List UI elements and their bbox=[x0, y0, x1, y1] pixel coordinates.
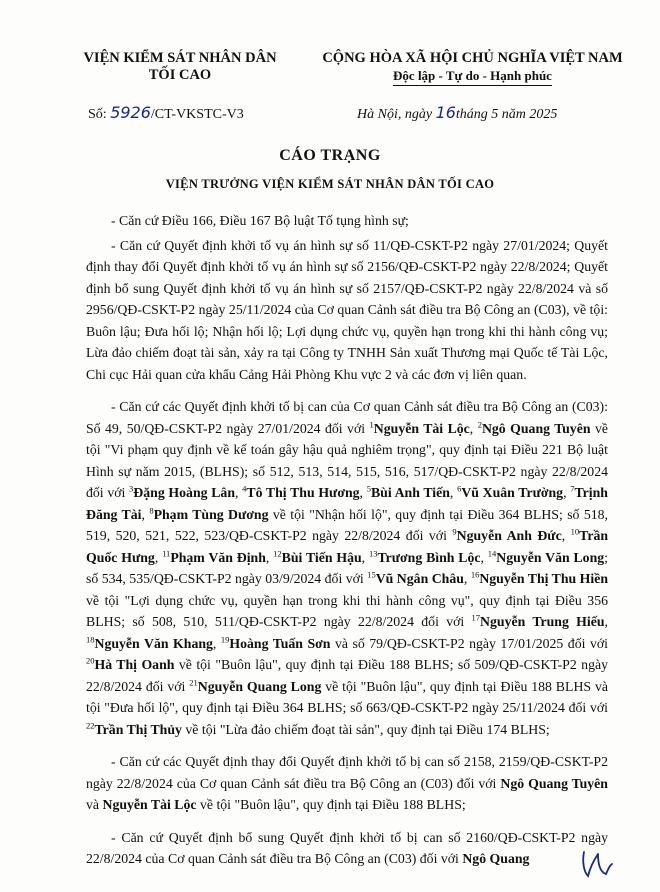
paragraph: - Căn cứ Quyết định khởi tố vụ án hình sự số 11/QĐ-CSKT-P2 ngày 27/01/2024; Quyết định thay đổi Quyết định khởi tố vụ án hình sự số 2156/QĐ-CSKT-P2 ngày 22/8/2024; Quyết định bổ sung Quyết định khởi tố vụ án hình sự số 2157/QĐ-CSKT-P2 ngày 22/8/2024 và số 2956/QĐ-CSKT-P2 ngày 25/11/2024 của Cơ quan Cảnh sát điều tra Bộ Công an (C03), về tội: Buôn lậu; Đưa hối lộ; Nhận hối lộ; Lợi dụng chức vụ, quyền hạn trong khi thi hành công vụ; Lừa đảo chiếm đoạt tài sản, xảy ra tại Công ty TNHH Sản xuất Thương mại Quốc tế Tài Lộc, Chi cục Hải quan cửa khẩu Cảng Hải Phòng Khu vực 2 và các đơn vị liên quan. bbox=[86, 237, 608, 382]
national-motto: Độc lập - Tự do - Hạnh phúc bbox=[393, 67, 552, 86]
defendant-name: Nguyễn Anh Đức bbox=[456, 528, 562, 543]
document-subtitle: VIỆN TRƯỞNG VIỆN KIỂM SÁT NHÂN DÂN TỐI CAO bbox=[165, 177, 495, 191]
defendant-name: Ngô Quang Tuyên bbox=[500, 775, 608, 791]
date-suffix: tháng 5 năm 2025 bbox=[455, 107, 558, 122]
defendant-name: Đặng Hoàng Lân bbox=[133, 485, 235, 500]
defendant-index: 9 bbox=[452, 526, 457, 537]
defendant-index: 20 bbox=[86, 655, 95, 666]
defendant-index: 16 bbox=[470, 569, 480, 580]
defendant-name: Nguyễn Quang Long bbox=[197, 678, 322, 694]
paragraph: - Căn cứ Quyết định bổ sung Quyết định khởi tố bị can số 2160/QĐ-CSKT-P2 ngày 22/8/2024 của Cơ quan Cảnh sát điều tra Bộ Công an (C03) đối với Ngô Quang bbox=[86, 829, 608, 866]
defendant-index: 2 bbox=[477, 418, 482, 429]
defendant-index: 10 bbox=[570, 526, 580, 537]
defendant-name: Bùi Tiến Hậu bbox=[281, 549, 362, 565]
defendant-index: 4 bbox=[242, 483, 247, 494]
defendant-name: Hoàng Tuấn Sơn bbox=[229, 635, 331, 651]
defendant-index: 1 bbox=[369, 418, 374, 429]
defendant-name: Ngô Quang bbox=[462, 851, 530, 866]
document-number-suffix: /CT-VKSTC-V3 bbox=[150, 107, 244, 122]
defendant-name: Nguyễn Tài Lộc bbox=[373, 420, 470, 436]
defendant-index: 7 bbox=[570, 483, 575, 494]
agency-name-line1: VIỆN KIỂM SÁT NHÂN DÂN bbox=[83, 50, 277, 66]
defendant-name: Nguyễn Trung Hiếu bbox=[480, 614, 605, 629]
document-date bbox=[357, 103, 557, 123]
defendant-name: Trịnh Đăng Tài bbox=[86, 485, 608, 522]
defendant-name: Nguyễn Tài Lộc bbox=[102, 797, 197, 812]
defendant-name: Vũ Xuân Trường bbox=[461, 485, 564, 500]
document-number-prefix: Số: bbox=[88, 107, 107, 122]
defendant-index: 12 bbox=[273, 547, 282, 558]
defendant-name: Trần Quốc Hưng bbox=[86, 528, 609, 565]
issuing-agency bbox=[60, 50, 300, 84]
defendant-name: Phạm Văn Định bbox=[170, 549, 266, 565]
defendant-name: Vũ Ngân Châu bbox=[375, 571, 464, 586]
document-body bbox=[86, 210, 608, 873]
defendant-index: 18 bbox=[86, 633, 95, 644]
defendant-index: 21 bbox=[189, 676, 198, 687]
defendant-name: Nguyễn Văn Khang bbox=[94, 635, 213, 651]
defendant-index: 3 bbox=[129, 483, 134, 494]
defendant-index: 19 bbox=[220, 633, 230, 644]
defendant-index: 6 bbox=[457, 483, 462, 494]
paragraph: - Căn cứ Điều 166, Điều 167 Bộ luật Tố tụng hình sự; bbox=[111, 213, 409, 228]
defendant-index: 11 bbox=[162, 547, 171, 558]
defendant-index: 8 bbox=[149, 504, 154, 515]
defendant-name: Trần Thị Thủy bbox=[94, 721, 182, 737]
document-title: CÁO TRẠNG bbox=[279, 147, 381, 164]
defendant-name: Trương Bình Lộc bbox=[377, 549, 481, 565]
defendant-name: Ngô Quang Tuyên bbox=[481, 420, 591, 436]
date-prefix: Hà Nội, ngày bbox=[357, 107, 433, 122]
defendant-index: 5 bbox=[366, 483, 371, 494]
defendant-name: Bùi Anh Tiến bbox=[370, 485, 450, 500]
defendant-index: 17 bbox=[471, 612, 481, 623]
initial-mark-icon bbox=[578, 846, 618, 880]
defendant-index: 14 bbox=[487, 547, 497, 558]
document-number-handwritten: 5926 bbox=[110, 103, 151, 122]
document-number bbox=[88, 103, 244, 123]
defendant-name: Hà Thị Oanh bbox=[94, 657, 175, 672]
defendant-name: Nguyễn Văn Long bbox=[496, 549, 605, 565]
date-day-handwritten: 16 bbox=[435, 103, 456, 122]
paragraph: - Căn cứ các Quyết định thay đổi Quyết định khởi tố bị can số 2158, 2159/QĐ-CSKT-P2 ngày 22/8/2024 của Cơ quan Cảnh sát điều tra Bộ Công an (C03) đối với Ngô Quang Tuyên và Nguyễn Tài Lộc về tội "Buôn lậu", quy định tại Điều 188 BLHS; bbox=[86, 754, 608, 812]
defendant-index: 22 bbox=[86, 719, 95, 730]
national-title: CỘNG HÒA XÃ HỘI CHỦ NGHĨA VIỆT NAM bbox=[322, 50, 623, 66]
defendant-name: Tô Thị Thu Hương bbox=[246, 485, 360, 500]
defendant-name: Nguyễn Thị Thu Hiền bbox=[479, 571, 609, 586]
defendant-index: 15 bbox=[367, 569, 376, 580]
agency-name-line2: TỐI CAO bbox=[148, 67, 212, 83]
document-meta bbox=[88, 101, 620, 127]
defendant-name: Phạm Tùng Dương bbox=[153, 506, 269, 522]
defendant-index: 13 bbox=[368, 547, 378, 558]
paragraph: - Căn cứ các Quyết định khởi tố bị can của Cơ quan Cảnh sát điều tra Bộ Công an (C03): Số 49, 50/QĐ-CSKT-P2 ngày 27/01/2024 đối với $^1$Nguyễn Tài Lộc, $^2$Ngô Quang Tuyên về tội "Vi phạm quy định về kế toán gây hậu quả nghiêm trọng", quy định tại Điều 221 Bộ luật Hình sự năm 2015, (BLHS); số 512, 513, 514, 515, 516, 517/QĐ-CSKT-P2 ngày 22/8/2024 đối với $^3$Đặng Hoàng Lân, $^4$Tô Thị Thu Hương, $^5$Bùi Anh Tiến, $^6$Vũ Xuân Trường, $^7$Trịnh Đăng Tài, $^8$Phạm Tùng Dương về tội "Nhận hối lộ", quy định tại Điều 364 BLHS; số 518, 519, 520, 521, 522, 523/QĐ-CSKT-P2 ngày 22/8/2024 đối với $^9$Nguyễn Anh Đức, $^{10}$Trần Quốc Hưng, $^{11}$Phạm Văn Định, $^{12}$Bùi Tiến Hậu, $^{13}$Trương Bình Lộc, $^{14}$Nguyễn Văn Long; số 534, 535/QĐ-CSKT-P2 ngày 03/9/2024 đối với $^{15}$Vũ Ngân Châu, $^{16}$Nguyễn Thị Thu Hiền về tội "Lợi dụng chức vụ, quyền hạn trong khi thi hành công vụ", quy định tại Điều 356 BLHS; số 508, 510, 511/QĐ-CSKT-P2 ngày 22/8/2024 đối với $^{17}$Nguyễn Trung Hiếu, $^{18}$Nguyễn Văn Khang, $^{19}$Hoàng Tuấn Sơn và số 79/QĐ-CSKT-P2 ngày 17/01/2025 đối với $^{20}$Hà Thị Oanh về tội "Buôn lậu", quy định tại Điều 188 BLHS; số 509/QĐ-CSKT-P2 ngày 22/8/2024 đối với $^{21}$Nguyễn Quang Long về tội "Buôn lậu", quy định tại Điều 188 BLHS và tội "Đưa hối lộ", quy định tại Điều 364 BLHS; số 663/QĐ-CSKT-P2 ngày 25/11/2024 đối với $^{22}$Trần Thị Thủy về tội "Lừa đảo chiếm đoạt tài sản", quy định tại Điều 174 BLHS; bbox=[86, 399, 609, 737]
national-heading bbox=[305, 50, 640, 86]
